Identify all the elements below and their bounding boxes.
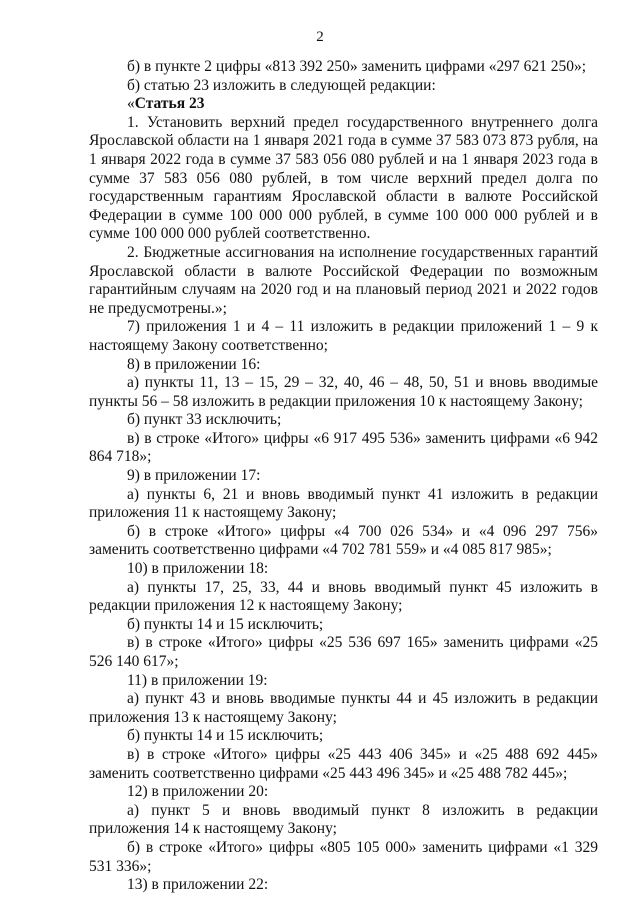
paragraph: б) в пункте 2 цифры «813 392 250» заменить цифрами «297 621 250»; [127, 58, 587, 75]
document-body [89, 58, 598, 895]
paragraph: 12) в приложении 20: [127, 783, 269, 801]
paragraph: а) пункт 5 и вновь вводимый пункт 8 изложить в редакции приложения 14 к настоящему Закону; [89, 801, 598, 838]
paragraph: 7) приложения 1 и 4 – 11 изложить в редакции приложений 1 – 9 к настоящему Закону соответственно; [89, 318, 598, 354]
paragraph: 1. Установить верхний предел государственного внутреннего долга Ярославской области на 1 января 2021 года в сумме 37 583 073 873 рубля, на 1 января 2022 года в сумме 37 583 056 080 рублей и на 1 января 2023 года в сумме 37 583 056 080 рублей, в том числе верхний предел долга по государственным гарантиям Ярославской области в валюте Российской Федерации в сумме 100 000 000 рублей, в сумме 100 000 000 рублей и в сумме 100 000 000 рублей соответственно. [89, 113, 598, 243]
paragraph: б) пункты 14 и 15 исключить; [127, 727, 324, 745]
open-quote: « [127, 95, 135, 113]
paragraph: 8) в приложении 16: [127, 355, 261, 373]
paragraph: а) пункты 17, 25, 33, 44 и вновь вводимый пункт 45 изложить в редакции приложения 12 к настоящему Закону; [89, 578, 598, 615]
page-number: 2 [316, 29, 324, 45]
paragraph: б) пункты 14 и 15 исключить; [127, 615, 324, 633]
paragraph: в) в строке «Итого» цифры «25 536 697 165» заменить цифрами «25 526 140 617»; [89, 634, 598, 670]
paragraph: б) статью 23 изложить в следующей редакции: [127, 76, 436, 94]
article-title [89, 95, 598, 114]
article-title-label: Статья 23 [134, 95, 205, 113]
paragraph: в) в строке «Итого» цифры «25 443 406 345» и «25 488 692 445» заменить соответственно цифрами «25 443 496 345» и «25 488 782 445»; [89, 745, 598, 782]
paragraph: 13) в приложении 22: [127, 876, 269, 894]
paragraph: 10) в приложении 18: [127, 560, 269, 578]
paragraph: а) пункты 11, 13 – 15, 29 – 32, 40, 46 – 48, 50, 51 и вновь вводимые пункты 56 – 58 изложить в редакции приложения 10 к настоящему Закону; [89, 374, 598, 410]
paragraph: а) пункты 6, 21 и вновь вводимый пункт 41 изложить в редакции приложения 11 к настоящему Закону; [89, 485, 598, 522]
paragraph: б) в строке «Итого» цифры «4 700 026 534» и «4 096 297 756» заменить соответственно цифрами «4 702 781 559» и «4 085 817 985»; [89, 522, 598, 559]
paragraph: 2. Бюджетные ассигнования на исполнение государственных гарантий Ярославской области в валюте Российской Федерации по возможным гарантийным случаям на 2020 год и на плановый период 2021 и 2022 годов не предусмотрены.»; [89, 243, 598, 317]
paragraph: б) пункт 33 исключить; [127, 411, 282, 429]
paragraph: в) в строке «Итого» цифры «6 917 495 536» заменить цифрами «6 942 864 718»; [89, 429, 598, 466]
paragraph: 11) в приложении 19: [127, 671, 268, 689]
paragraph: а) пункт 43 и вновь вводимые пункты 44 и 45 изложить в редакции приложения 13 к настоящему Закону; [89, 690, 598, 726]
paragraph: б) в строке «Итого» цифры «805 105 000» заменить цифрами «1 329 531 336»; [89, 838, 598, 875]
paragraph: 9) в приложении 17: [127, 467, 261, 485]
